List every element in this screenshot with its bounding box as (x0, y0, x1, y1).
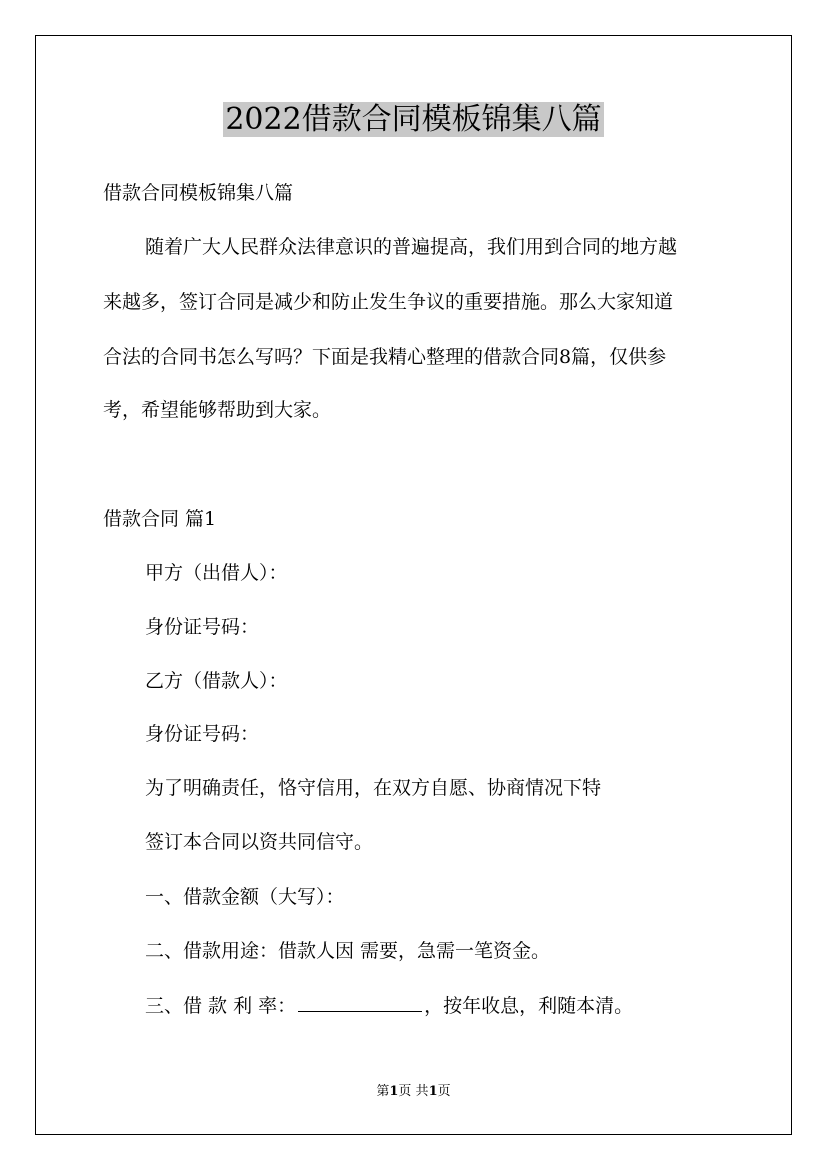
lender-label: 甲方（出借人）： (145, 562, 288, 584)
borrower-label: 乙方（借款人）： (145, 670, 288, 692)
page-footer (0, 1084, 827, 1100)
footer-current-page: 1 (389, 1084, 399, 1099)
footer-total-pages: 1 (428, 1084, 438, 1099)
intro-line-2: 来越多，签订合同是减少和防止发生争议的重要措施。那么大家知道 (103, 291, 674, 313)
document-title-text: 2022借款合同模板锦集八篇 (225, 102, 602, 137)
agreement-clause-line-2: 签订本合同以资共同信守。 (145, 831, 374, 853)
interest-rate-blank (298, 993, 422, 1012)
interest-rate-prefix: 三、借 款 利 率： (145, 995, 297, 1017)
footer-prefix: 第 (376, 1084, 390, 1099)
interest-rate-suffix: ，按年收息，利随本清。 (424, 995, 634, 1017)
footer-suffix: 页 (437, 1084, 451, 1099)
interest-rate-clause (145, 993, 633, 1018)
intro-line-1: 随着广大人民群众法律意识的普遍提高，我们用到合同的地方越 (145, 236, 678, 258)
footer-mid: 页 共 (398, 1084, 429, 1099)
document-title (0, 100, 827, 140)
intro-line-4: 考，希望能够帮助到大家。 (103, 399, 332, 421)
intro-line-3: 合法的合同书怎么写吗？下面是我精心整理的借款合同8篇，仅供参 (103, 346, 667, 368)
loan-purpose-clause: 二、借款用途：借款人因 需要，急需一笔资金。 (145, 940, 551, 962)
borrower-id-label: 身份证号码： (145, 723, 260, 745)
loan-amount-clause: 一、借款金额（大写）： (145, 886, 345, 908)
agreement-clause-line-1: 为了明确责任，恪守信用，在双方自愿、协商情况下特 (145, 777, 602, 799)
lender-id-label: 身份证号码： (145, 616, 260, 638)
document-subtitle: 借款合同模板锦集八篇 (103, 182, 294, 204)
section-heading: 借款合同 篇1 (103, 508, 217, 530)
